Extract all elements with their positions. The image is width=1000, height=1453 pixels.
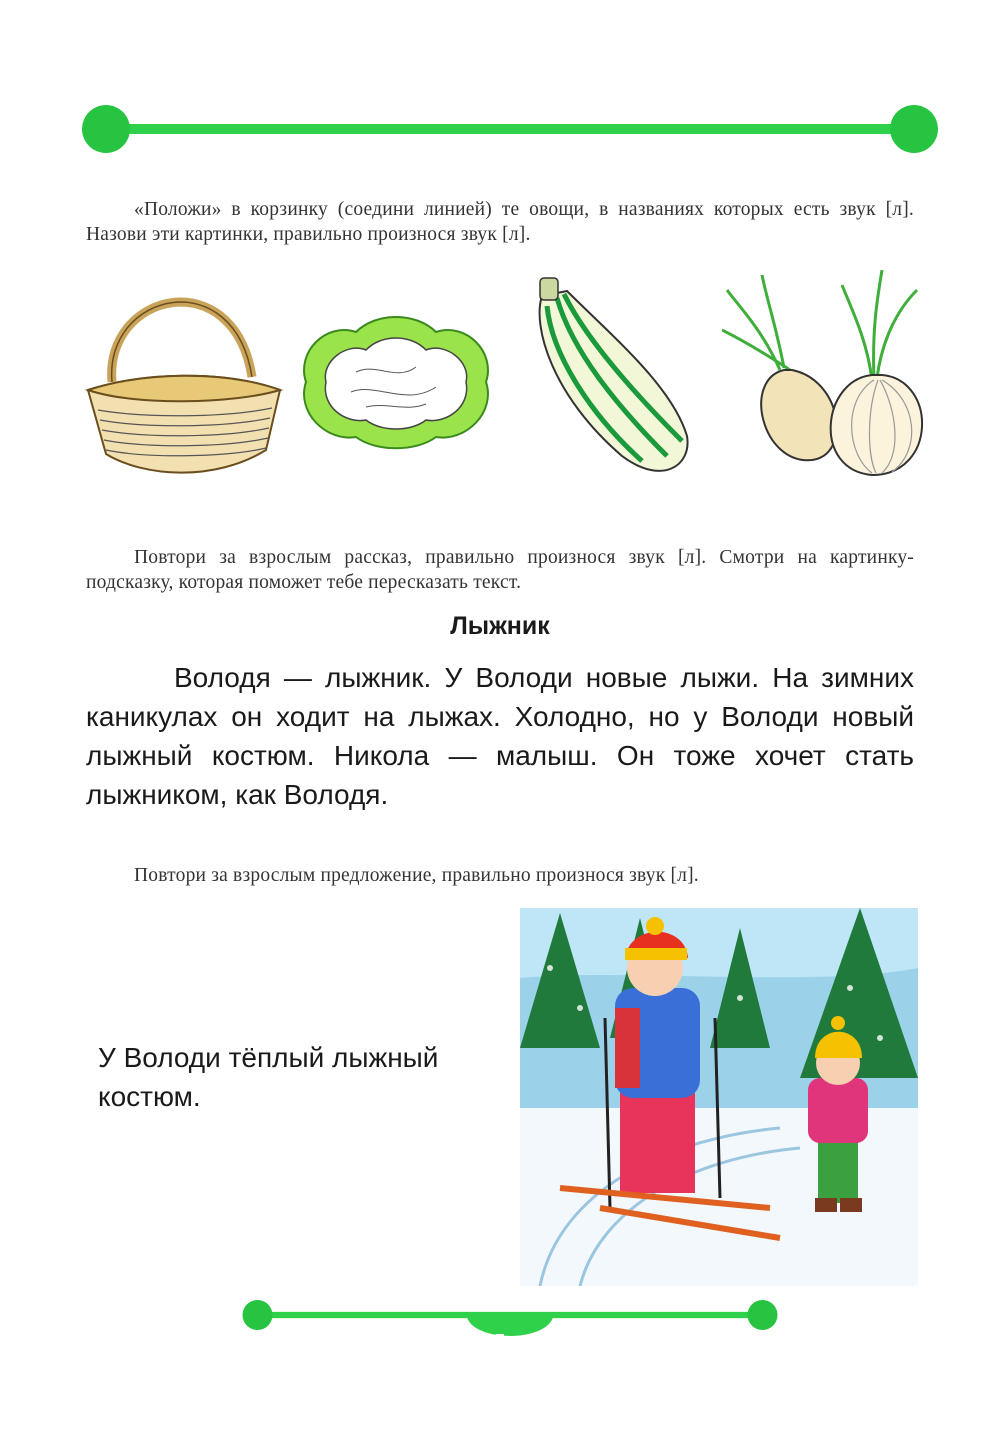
top-decorative-bar xyxy=(80,105,940,155)
page-number: 5 xyxy=(494,1330,506,1356)
story-title: Лыжник xyxy=(450,612,550,640)
basket-task-instruction: «Положи» в корзинку (соедини линией) те овощи, в названиях которых есть звук [л]. Назови эти картинки, правильно произнося звук [л]. xyxy=(86,199,914,245)
basket-image xyxy=(84,272,284,482)
story-text: Володя — лыжник. У Володи новые лыжи. На зимних каникулах он ходит на лыжах. Холодно, но у Володи новый лыжный костюм. Никола — малыш. Он тоже хочет стать лыжником, как Володя. xyxy=(86,662,914,810)
practice-sentence: У Володи тёплый лыжный костюм. xyxy=(98,1042,439,1112)
story-task-instruction: Повтори за взрослым рассказ, правильно произнося звук [л]. Смотри на картинку-подсказку, которая поможет тебе пересказать текст. xyxy=(86,547,914,593)
lettuce-image xyxy=(296,312,498,452)
sentence-task-instruction: Повтори за взрослым предложение, правильно произнося звук [л]. xyxy=(134,865,699,886)
onions-image xyxy=(722,270,942,482)
zucchini-image xyxy=(522,276,702,482)
ski-scene-image xyxy=(520,908,918,1286)
